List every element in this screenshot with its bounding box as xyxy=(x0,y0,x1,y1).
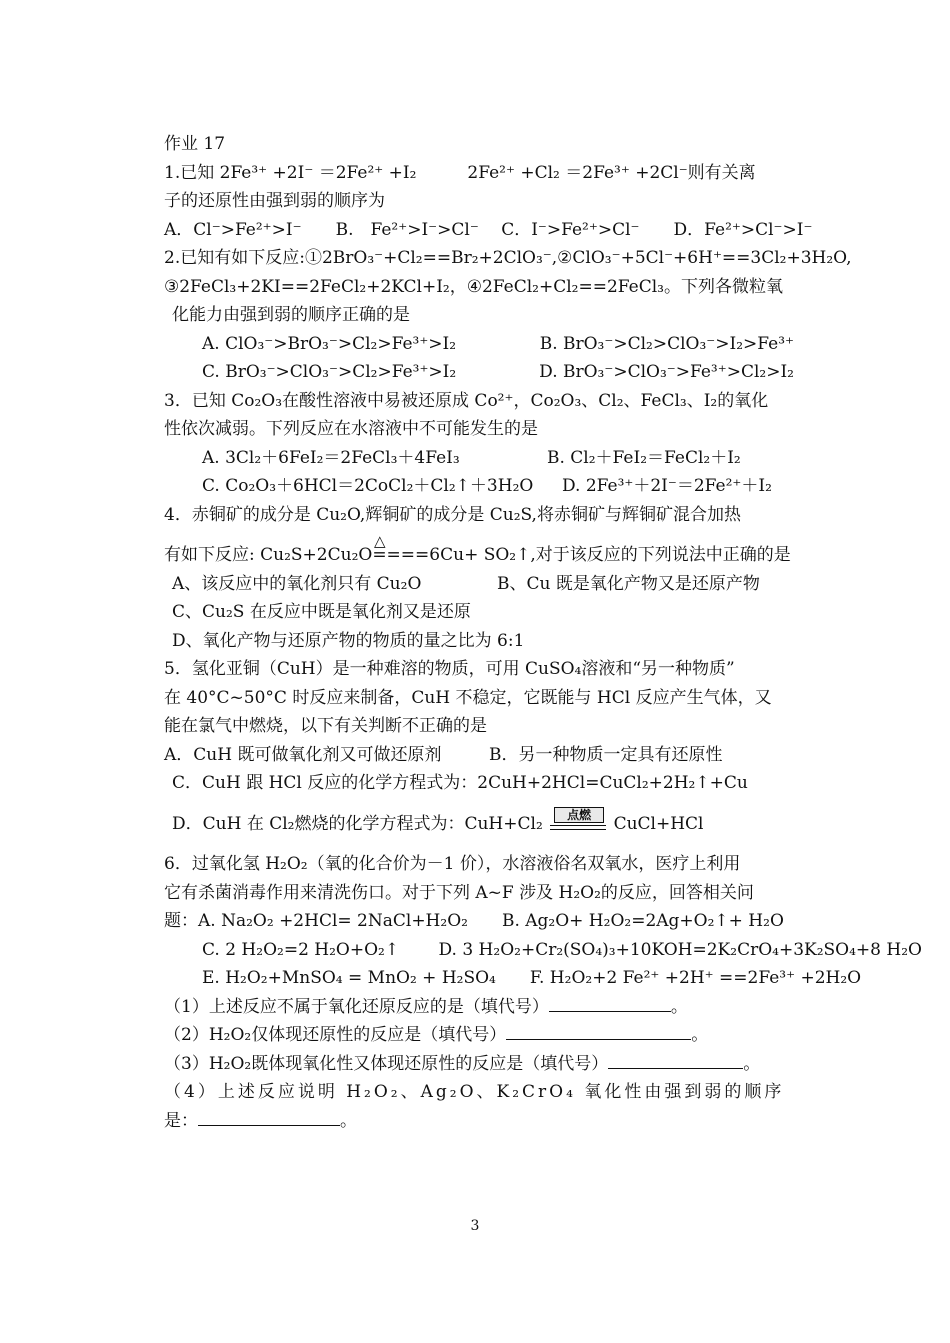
q6-sub-3-period: 。 xyxy=(743,1053,761,1074)
q5-option-a: A．CuH 既可做氧化剂又可做还原剂 xyxy=(164,744,442,765)
q4-option-b: B、Cu 既是氧化产物又是还原产物 xyxy=(497,573,760,594)
answer-blank-1[interactable] xyxy=(549,993,671,1012)
q6-sub-4-answer xyxy=(164,1107,794,1136)
q6-sub-1-text: （1）上述反应不属于氧化还原反应的是（填代号） xyxy=(164,996,549,1017)
q6-line-3: 题：A. Na₂O₂ +2HCl= 2NaCl+H₂O₂ B. Ag₂O+ H₂O₂=2Ag+O₂↑+ H₂O xyxy=(164,911,784,931)
q4-option-d: D、氧化产物与还原产物的物质的量之比为 6:1 xyxy=(172,630,525,651)
q6-line-2: 它有杀菌消毒作用来清洗伤口。对于下列 A~F 涉及 H₂O₂的反应，回答相关问 xyxy=(164,882,754,903)
q4-equation: 有如下反应: Cu₂S+2Cu₂O====6Cu+ SO₂↑,对于该反应的下列说法中正确的是 xyxy=(164,545,791,565)
heat-symbol: △ xyxy=(374,532,386,550)
q3-option-b: B. Cl₂＋FeI₂＝FeCl₂＋I₂ xyxy=(547,447,741,468)
q5-line-1: 5．氢化亚铜（CuH）是一种难溶的物质，可用 CuSO₄溶液和“另一种物质” xyxy=(164,659,735,679)
q2-line-1: 2.已知有如下反应:①2BrO₃⁻+Cl₂==Br₂+2ClO₃⁻,②ClO₃⁻+5Cl⁻+6H⁺==3Cl₂+3H₂O, xyxy=(164,248,852,268)
q4-option-a: A、该反应中的氧化剂只有 Cu₂O xyxy=(172,573,422,594)
q3-option-a: A. 3Cl₂＋6FeI₂＝2FeCl₃＋4FeI₃ xyxy=(202,447,460,468)
q2-options-row-1 xyxy=(164,330,794,359)
q6-sub-2-text: （2）H₂O₂仅体现还原性的反应是（填代号） xyxy=(164,1025,507,1045)
q2-option-b: B. BrO₃⁻>Cl₂>ClO₃⁻>I₂>Fe³⁺ xyxy=(539,333,794,354)
q3-options-row-2 xyxy=(164,472,794,501)
document-body xyxy=(164,130,922,1135)
q6-sub-4: （4）上述反应说明 H₂O₂、Ag₂O、K₂CrO₄ 氧化性由强到弱的顺序 xyxy=(164,1082,785,1102)
homework-title: 作业 17 xyxy=(164,134,226,154)
q5-line-2: 在 40°C~50°C 时反应来制备，CuH 不稳定，它既能与 HCl 反应产生气体，又 xyxy=(164,687,772,708)
q5-option-c: C．CuH 跟 HCl 反应的化学方程式为：2CuH+2HCl=CuCl₂+2H₂↑+Cu xyxy=(172,773,748,793)
q1-line-1: 1.已知 2Fe³⁺ +2I⁻ ＝2Fe²⁺ +I₂ 2Fe²⁺ +Cl₂ ＝2Fe³⁺ +2Cl⁻则有关离 xyxy=(164,162,756,183)
q2-option-a: A. ClO₃⁻>BrO₃⁻>Cl₂>Fe³⁺>I₂ xyxy=(202,333,457,354)
q2-option-d: D. BrO₃⁻>ClO₃⁻>Fe³⁺>Cl₂>I₂ xyxy=(539,362,794,382)
q6-sub-3 xyxy=(164,1050,794,1079)
page-number: 3 xyxy=(470,1218,480,1234)
answer-blank-2[interactable] xyxy=(506,1021,691,1040)
q2-line-2: ③2FeCl₃+2KI==2FeCl₂+2KCl+I₂，④2FeCl₂+Cl₂==2FeCl₃。下列各微粒氧 xyxy=(164,276,783,297)
q6-sub-4-period: 。 xyxy=(340,1110,357,1131)
q1-line-2: 子的还原性由强到弱的顺序为 xyxy=(164,191,385,211)
q5-option-d-suffix: CuCl+HCl xyxy=(613,813,704,834)
q5-option-d xyxy=(164,810,794,839)
q5-option-d-prefix: D．CuH 在 Cl₂燃烧的化学方程式为：CuH+Cl₂ xyxy=(172,813,543,834)
q6-equations-ef: E. H₂O₂+MnSO₄ = MnO₂ + H₂SO₄ F. H₂O₂+2 Fe²⁺ +2H⁺ ==2Fe³⁺ +2H₂O xyxy=(202,968,862,988)
q1-options: A．Cl⁻>Fe²⁺>I⁻ B. Fe²⁺>I⁻>Cl⁻ C．I⁻>Fe²⁺>Cl⁻ D．Fe²⁺>Cl⁻>I⁻ xyxy=(164,219,813,240)
q3-option-d: D. 2Fe³⁺＋2I⁻＝2Fe²⁺＋I₂ xyxy=(562,476,772,496)
q5-line-3: 能在氯气中燃烧，以下有关判断不正确的是 xyxy=(164,716,487,736)
q6-equations-cd: C. 2 H₂O₂=2 H₂O+O₂↑ D. 3 H₂O₂+Cr₂(SO₄)₃+10KOH=2K₂CrO₄+3K₂SO₄+8 H₂O xyxy=(202,939,922,960)
q4-option-c: C、Cu₂S 在反应中既是氧化剂又是还原 xyxy=(172,602,471,622)
q4-options-row-1 xyxy=(164,570,794,599)
q6-sub-2-period: 。 xyxy=(691,1025,709,1045)
ignite-equals-line xyxy=(550,825,606,826)
q3-line-2: 性依次减弱。下列反应在水溶液中不可能发生的是 xyxy=(164,419,538,439)
q2-options-row-2 xyxy=(164,358,794,387)
ignite-condition xyxy=(550,808,606,837)
q6-sub-3-text: （3）H₂O₂既体现氧化性又体现还原性的反应是（填代号） xyxy=(164,1053,609,1074)
q3-option-c: C. Co₂O₃＋6HCl＝2CoCl₂＋Cl₂↑＋3H₂O xyxy=(202,476,534,496)
q2-line-3: 化能力由强到弱的顺序正确的是 xyxy=(172,305,410,325)
q4-line-1: 4．赤铜矿的成分是 Cu₂O,辉铜矿的成分是 Cu₂S,将赤铜矿与辉铜矿混合加热 xyxy=(164,504,741,525)
q6-line-1: 6．过氧化氢 H₂O₂（氧的化合价为－1 价），水溶液俗名双氧水，医疗上利用 xyxy=(164,854,741,874)
q2-option-c: C. BrO₃⁻>ClO₃⁻>Cl₂>Fe³⁺>I₂ xyxy=(202,362,457,382)
ignite-label: 点燃 xyxy=(554,807,604,823)
q3-line-1: 3．已知 Co₂O₃在酸性溶液中易被还原成 Co²⁺，Co₂O₃、Cl₂、FeCl₃、I₂的氧化 xyxy=(164,390,769,411)
q5-option-b: B．另一种物质一定具有还原性 xyxy=(489,744,723,765)
q3-options-row-1 xyxy=(164,444,794,473)
answer-blank-3[interactable] xyxy=(608,1050,743,1069)
q6-sub-4-lead: 是： xyxy=(164,1110,198,1131)
q6-sub-1-period: 。 xyxy=(670,996,688,1017)
q4-line-2 xyxy=(164,532,794,570)
answer-blank-4[interactable] xyxy=(198,1107,340,1126)
q6-sub-1 xyxy=(164,993,794,1022)
q6-sub-2 xyxy=(164,1021,794,1050)
ignite-equals-line xyxy=(550,829,606,830)
q5-options-row-1 xyxy=(164,741,794,770)
